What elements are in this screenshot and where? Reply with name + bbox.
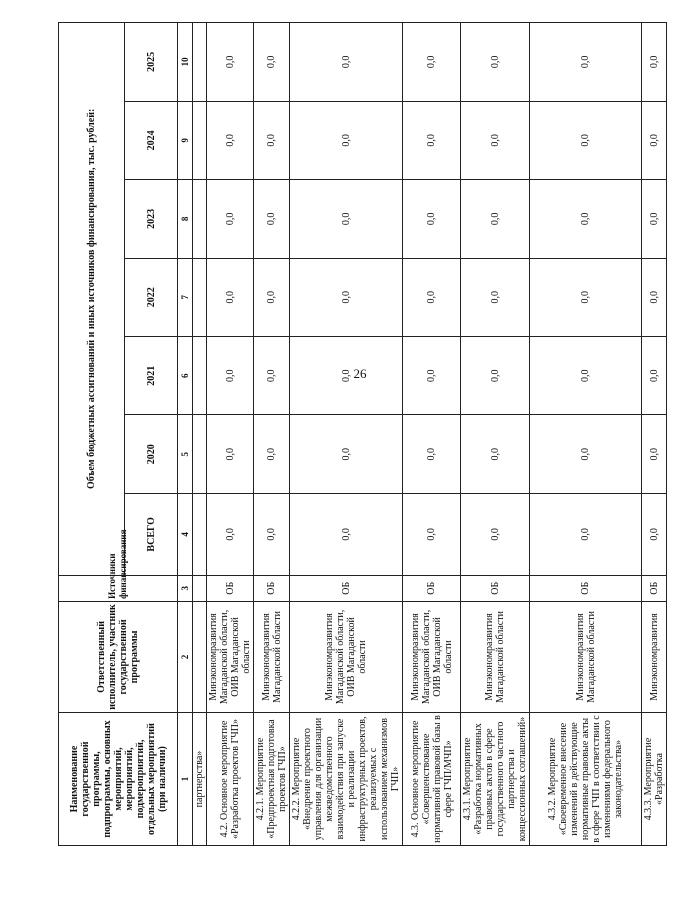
row-name: 4.2.2. Мероприятие «Внедрение проектного управления для организации межведомственного взаимодействия при запуске и реализации инфраструктурных проектов, реализуемых с использованием механизмов ГЧП» <box>290 713 403 846</box>
row-value: 0,0 <box>207 337 254 415</box>
row-value: 0,0 <box>530 493 642 575</box>
header-year-2025: 2025 <box>125 23 178 102</box>
row-value: 0,0 <box>530 258 642 336</box>
row-executor: Минэкономразвития Магаданской области, ОИВ Магаданской области <box>290 601 403 712</box>
table-row <box>290 23 403 846</box>
row-value: 0,0 <box>254 23 290 102</box>
row-value: 0,0 <box>207 23 254 102</box>
table-row <box>530 23 642 846</box>
column-number-row <box>178 23 193 846</box>
row-value: 0,0 <box>207 180 254 258</box>
header-executor: Ответственный исполнитель, участник государственной программы <box>59 601 178 712</box>
header-year-2020: 2020 <box>125 415 178 493</box>
row-value: 0,0 <box>254 415 290 493</box>
row-value: 0,0 <box>207 493 254 575</box>
row-value <box>193 23 207 102</box>
table-row <box>254 23 290 846</box>
row-executor: Минэкономразвития Магаданской области, ОИВ Магаданской области <box>403 601 461 712</box>
row-value: 0,0 <box>403 180 461 258</box>
row-value: 0,0 <box>461 415 530 493</box>
row-value: 0,0 <box>290 180 403 258</box>
table-row <box>642 23 667 846</box>
row-value: 0,0 <box>207 258 254 336</box>
column-number: 2 <box>178 601 193 712</box>
row-value: 0,0 <box>403 258 461 336</box>
column-number: 6 <box>178 337 193 415</box>
row-value <box>193 337 207 415</box>
row-value: 0,0 <box>530 180 642 258</box>
row-source: ОБ <box>530 575 642 601</box>
row-value: 0,0 <box>290 258 403 336</box>
row-value: 0,0 <box>461 180 530 258</box>
row-value: 0,0 <box>530 23 642 102</box>
row-value: 0,0 <box>290 337 403 415</box>
row-value: 0,0 <box>254 101 290 179</box>
row-value <box>193 101 207 179</box>
table-row <box>461 23 530 846</box>
row-value: 0,0 <box>403 337 461 415</box>
row-name: 4.3.3. Мероприятие «Разработка <box>642 713 667 846</box>
row-executor: Минэкономразвития <box>642 601 667 712</box>
row-value: 0,0 <box>403 493 461 575</box>
column-number: 1 <box>178 713 193 846</box>
header-year-2021: 2021 <box>125 337 178 415</box>
column-number: 8 <box>178 180 193 258</box>
row-source: ОБ <box>642 575 667 601</box>
row-value: 0,0 <box>642 180 667 258</box>
row-value <box>193 258 207 336</box>
row-name: 4.2.1. Мероприятие «Предпроектная подготовка проектов ГЧП» <box>254 713 290 846</box>
row-value: 0,0 <box>403 415 461 493</box>
row-value: 0,0 <box>642 101 667 179</box>
table-row <box>193 23 207 846</box>
row-value: 0,0 <box>207 415 254 493</box>
header-name: Наименование государственной программы, подпрограммы, основных мероприятий, мероприятий, подмероприятий, отдельных мероприятий (при наличии) <box>59 713 178 846</box>
row-executor: Минэкономразвития Магаданской области <box>530 601 642 712</box>
row-value: 0,0 <box>642 258 667 336</box>
row-source: ОБ <box>254 575 290 601</box>
row-value: 0,0 <box>403 23 461 102</box>
row-source: ОБ <box>290 575 403 601</box>
row-name: 4.3.2. Мероприятие «Своевременное внесение изменений в действующие нормативные правовые акты в сфере ГЧП в соответствии с изменениями федерального законодательства» <box>530 713 642 846</box>
row-name: партнерства» <box>193 713 207 846</box>
row-value: 0,0 <box>530 337 642 415</box>
table-row <box>207 23 254 846</box>
row-value: 0,0 <box>642 23 667 102</box>
row-value: 0,0 <box>461 493 530 575</box>
row-name: 4.3. Основное мероприятие «Совершенствование нормативной правовой базы в сфере ГЧП/МЧП» <box>403 713 461 846</box>
header-funding-group: Объем бюджетных ассигнований и иных источников финансирования, тыс. рублей: <box>59 23 125 576</box>
row-value: 0,0 <box>290 101 403 179</box>
column-number: 3 <box>178 575 193 601</box>
row-source: ОБ <box>403 575 461 601</box>
row-value: 0,0 <box>403 101 461 179</box>
row-value: 0,0 <box>290 23 403 102</box>
budget-table <box>58 22 667 846</box>
row-value: 0,0 <box>254 337 290 415</box>
column-number: 9 <box>178 101 193 179</box>
row-executor: Минэкономразвития Магаданской области, ОИВ Магаданской области <box>207 601 254 712</box>
row-name: 4.3.1. Мероприятие «Разработка нормативных правовых актов в сфере государственного частного партнерства и концессионных соглашений» <box>461 713 530 846</box>
row-value: 0,0 <box>290 493 403 575</box>
row-source: ОБ <box>207 575 254 601</box>
row-name: 4.2. Основное мероприятие «Разработка проектов ГЧП» <box>207 713 254 846</box>
row-value <box>193 415 207 493</box>
row-value: 0,0 <box>642 415 667 493</box>
header-year-2022: 2022 <box>125 258 178 336</box>
row-executor: Минэкономразвития Магаданской области <box>461 601 530 712</box>
row-executor <box>193 601 207 712</box>
row-value: 0,0 <box>530 101 642 179</box>
row-source: ОБ <box>461 575 530 601</box>
row-value: 0,0 <box>254 180 290 258</box>
row-value: 0,0 <box>530 415 642 493</box>
row-value: 0,0 <box>290 415 403 493</box>
column-number: 4 <box>178 493 193 575</box>
row-value: 0,0 <box>461 101 530 179</box>
row-value: 0,0 <box>642 337 667 415</box>
row-value: 0,0 <box>461 258 530 336</box>
budget-table-sheet <box>58 22 665 846</box>
table-row <box>403 23 461 846</box>
row-source <box>193 575 207 601</box>
row-value <box>193 493 207 575</box>
row-value: 0,0 <box>254 493 290 575</box>
header-year-2023: 2023 <box>125 180 178 258</box>
header-source: Источники финансирования <box>59 575 178 601</box>
column-number: 7 <box>178 258 193 336</box>
column-number: 5 <box>178 415 193 493</box>
row-executor: Минэкономразвития Магаданской области <box>254 601 290 712</box>
header-year-total: ВСЕГО <box>125 493 178 575</box>
page-number: 26 <box>353 366 367 381</box>
row-value <box>193 180 207 258</box>
row-value: 0,0 <box>207 101 254 179</box>
row-value: 0,0 <box>461 337 530 415</box>
row-value: 0,0 <box>642 493 667 575</box>
row-value: 0,0 <box>461 23 530 102</box>
header-year-2024: 2024 <box>125 101 178 179</box>
row-value: 0,0 <box>254 258 290 336</box>
column-number: 10 <box>178 23 193 102</box>
